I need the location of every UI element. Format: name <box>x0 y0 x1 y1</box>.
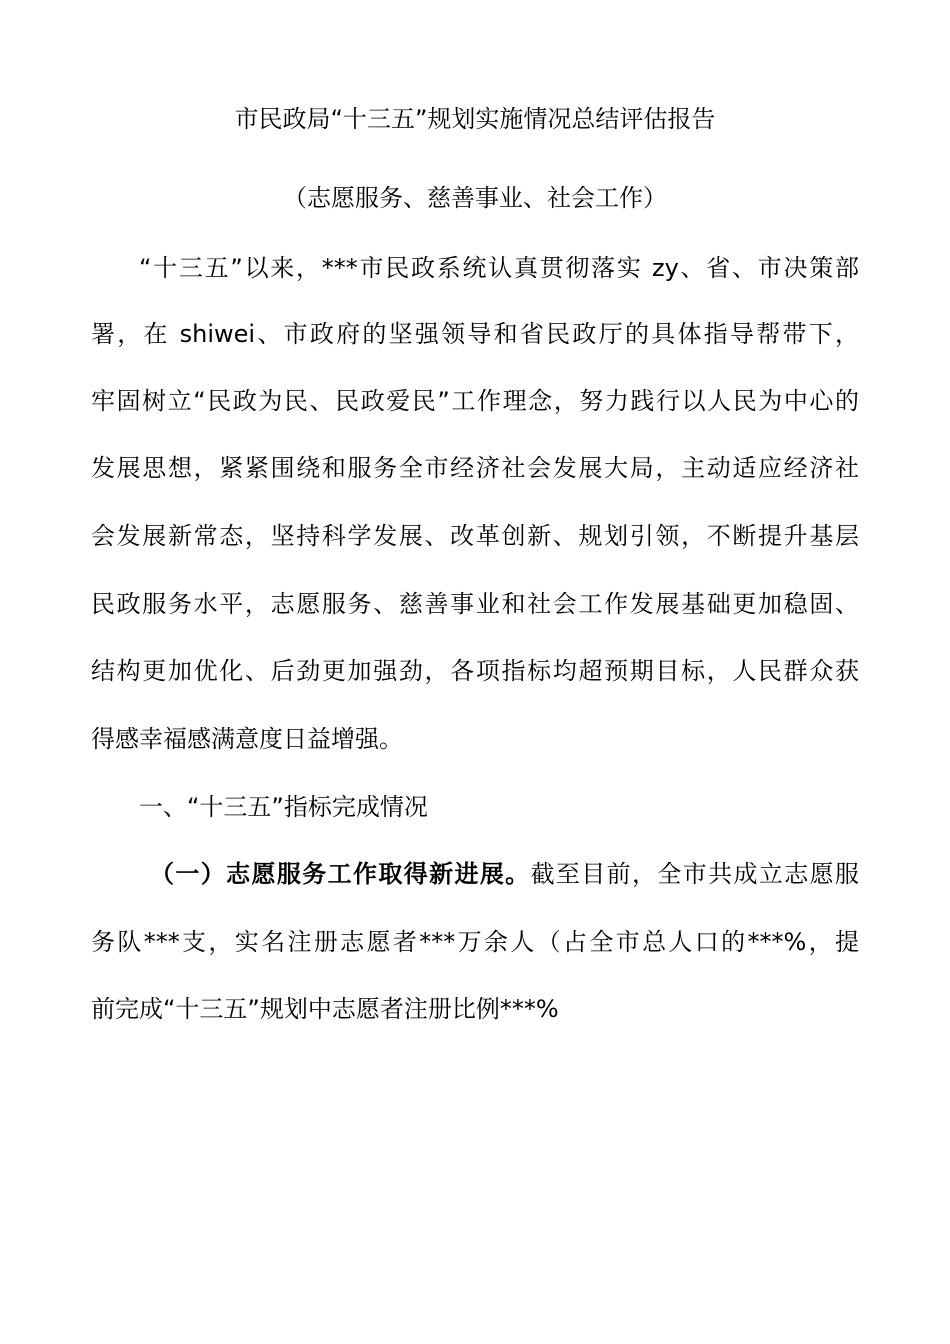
subsection-heading: （一）志愿服务工作取得新进展。 <box>150 860 531 888</box>
intro-line: 结构更加优化、后劲更加强劲，各项指标均超预期目标，人民群众获 <box>91 657 859 685</box>
subsection-line: 务队***支，实名注册志愿者***万余人（占全市总人口的***%，提 <box>91 928 859 956</box>
subsection-first-line <box>150 859 859 889</box>
subsection-line-last: 前完成“十三五”规划中志愿者注册比例***% <box>91 995 559 1023</box>
subsection-text: 截至目前，全市共成立志愿服 <box>530 860 860 888</box>
intro-line: 署，在 shiwei、市政府的坚强领导和省民政厅的具体指导帮带下， <box>91 320 859 348</box>
intro-line: 民政服务水平，志愿服务、慈善事业和社会工作发展基础更加稳固、 <box>91 590 859 618</box>
intro-line: 发展思想，紧紧围绕和服务全市经济社会发展大局，主动适应经济社 <box>91 454 859 482</box>
intro-line: 牢固树立“民政为民、民政爱民”工作理念，努力践行以人民为中心的 <box>91 387 859 415</box>
intro-line: “十三五”以来，***市民政系统认真贯彻落实 zy、省、市决策部 <box>139 254 859 282</box>
document-title: 市民政局“十三五”规划实施情况总结评估报告 <box>234 105 716 133</box>
intro-line-last: 得感幸福感满意度日益增强。 <box>91 725 403 753</box>
intro-line: 会发展新常态，坚持科学发展、改革创新、规划引领，不断提升基层 <box>91 522 859 550</box>
document-subtitle: （志愿服务、慈善事业、社会工作） <box>283 184 667 212</box>
section-heading: 一、“十三五”指标完成情况 <box>139 793 428 821</box>
